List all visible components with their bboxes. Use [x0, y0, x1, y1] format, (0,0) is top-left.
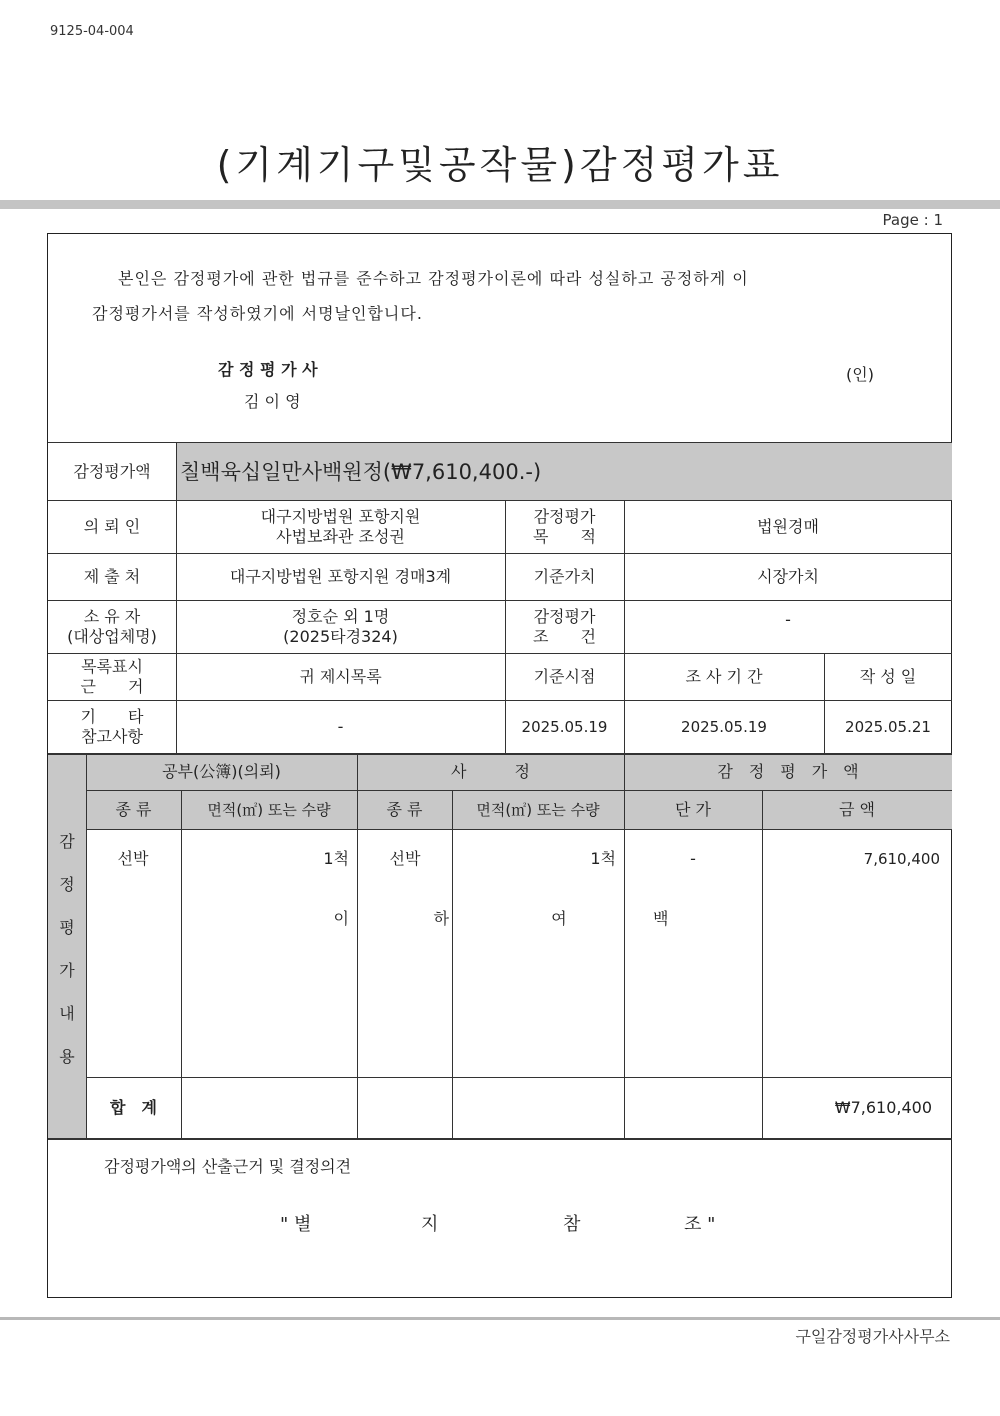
- col-unit-price: 단 가: [675, 800, 711, 819]
- purpose-label: 감정평가 목 적: [533, 507, 596, 546]
- col-area: 면적(㎡) 또는 수량: [207, 801, 331, 819]
- written-date-label: 작 성 일: [859, 667, 917, 686]
- row2-char: 여: [551, 909, 567, 928]
- condition-label: 감정평가 조 건: [533, 607, 596, 646]
- opinion-ref: 지: [421, 1214, 439, 1235]
- list-basis-label: 목록표시 근 거: [80, 657, 144, 696]
- opinion-ref: 참: [563, 1214, 581, 1235]
- side-char: 평: [59, 918, 75, 937]
- row1-qty-actual: 1척: [590, 849, 616, 868]
- page-title: (기계기구및공작물)감정평가표: [216, 143, 784, 187]
- row1-type-actual: 선박: [389, 849, 421, 868]
- submit-label: 제 출 처: [83, 567, 141, 586]
- top-divider: [0, 200, 1000, 209]
- amount-label: 감정평가액: [73, 461, 151, 481]
- total-label: 합 계: [110, 1098, 157, 1117]
- col-area-actual: 면적(㎡) 또는 수량: [476, 801, 600, 819]
- document-number: 9125-04-004: [50, 24, 134, 39]
- etc-label: 기 타 참고사항: [80, 707, 144, 746]
- row1-qty: 1척: [323, 849, 349, 868]
- opinion-ref: 조 ": [684, 1214, 716, 1235]
- total-amount: ₩7,610,400: [834, 1098, 932, 1117]
- client-label: 의 뢰 인: [83, 517, 141, 536]
- appraiser-title: 감 정 평 가 사: [218, 360, 318, 379]
- group-actual: 사 정: [451, 762, 530, 781]
- appraisal-form: [47, 233, 952, 1298]
- bottom-divider: [0, 1317, 1000, 1320]
- survey-period-value: 2025.05.19: [681, 718, 767, 736]
- detail-side-label: [48, 820, 86, 1078]
- row1-unit-price: -: [690, 849, 696, 868]
- row2-char: 하: [433, 909, 449, 928]
- divider: [181, 790, 182, 1138]
- col-type-actual: 종 류: [386, 800, 423, 819]
- side-char: 감: [59, 832, 75, 851]
- appraiser-name: 김 이 영: [244, 392, 301, 411]
- side-char: 내: [59, 1004, 75, 1023]
- group-appraised-value: 감 정 평 가 액: [717, 762, 859, 781]
- row2-char: 이: [333, 909, 349, 928]
- base-date-value: 2025.05.19: [521, 718, 608, 736]
- submit-value: 대구지방법원 포항지원 경매3계: [229, 567, 452, 586]
- col-amount: 금 액: [839, 800, 875, 819]
- row1-type: 선박: [117, 849, 149, 868]
- base-date-label: 기준시점: [533, 667, 596, 686]
- group-public-record: 공부(公簿)(의뢰): [162, 762, 281, 781]
- side-char: 가: [59, 961, 75, 980]
- divider: [86, 829, 952, 830]
- basis-label: 기준가치: [533, 567, 596, 586]
- col-type: 종 류: [115, 800, 152, 819]
- owner-label: 소 유 자 (대상업체명): [67, 607, 157, 646]
- purpose-value: 법원경매: [757, 517, 819, 536]
- row1-amount: 7,610,400: [863, 850, 940, 868]
- statement-line-1: 본인은 감정평가에 관한 법규를 준수하고 감정평가이론에 따라 성실하고 공정하게 이: [118, 269, 749, 288]
- opinion-label: 감정평가액의 산출근거 및 결정의견: [104, 1157, 352, 1176]
- divider: [452, 790, 453, 1138]
- opinion-ref: " 별: [280, 1214, 312, 1235]
- statement-line-2: 감정평가서를 작성하였기에 서명날인합니다.: [92, 304, 423, 323]
- etc-value: -: [337, 717, 344, 736]
- survey-period-label: 조 사 기 간: [685, 667, 763, 686]
- side-char: 정: [59, 875, 75, 894]
- condition-value: -: [785, 610, 791, 629]
- seal-mark: (인): [846, 365, 874, 384]
- divider: [48, 1138, 952, 1140]
- page-number: Page : 1: [882, 211, 943, 229]
- written-date-value: 2025.05.21: [845, 718, 931, 736]
- amount-value: 칠백육십일만사백원정(₩7,610,400.-): [180, 459, 542, 484]
- client-value: 대구지방법원 포항지원 사법보좌관 조성권: [260, 507, 421, 546]
- office-name: 구일감정평가사사무소: [795, 1327, 950, 1346]
- side-char: 용: [59, 1047, 75, 1066]
- owner-value: 정호순 외 1명 (2025타경324): [283, 607, 398, 646]
- row2-char: 백: [653, 909, 669, 928]
- list-basis-value: 귀 제시목록: [299, 667, 382, 686]
- basis-value: 시장가치: [757, 567, 819, 586]
